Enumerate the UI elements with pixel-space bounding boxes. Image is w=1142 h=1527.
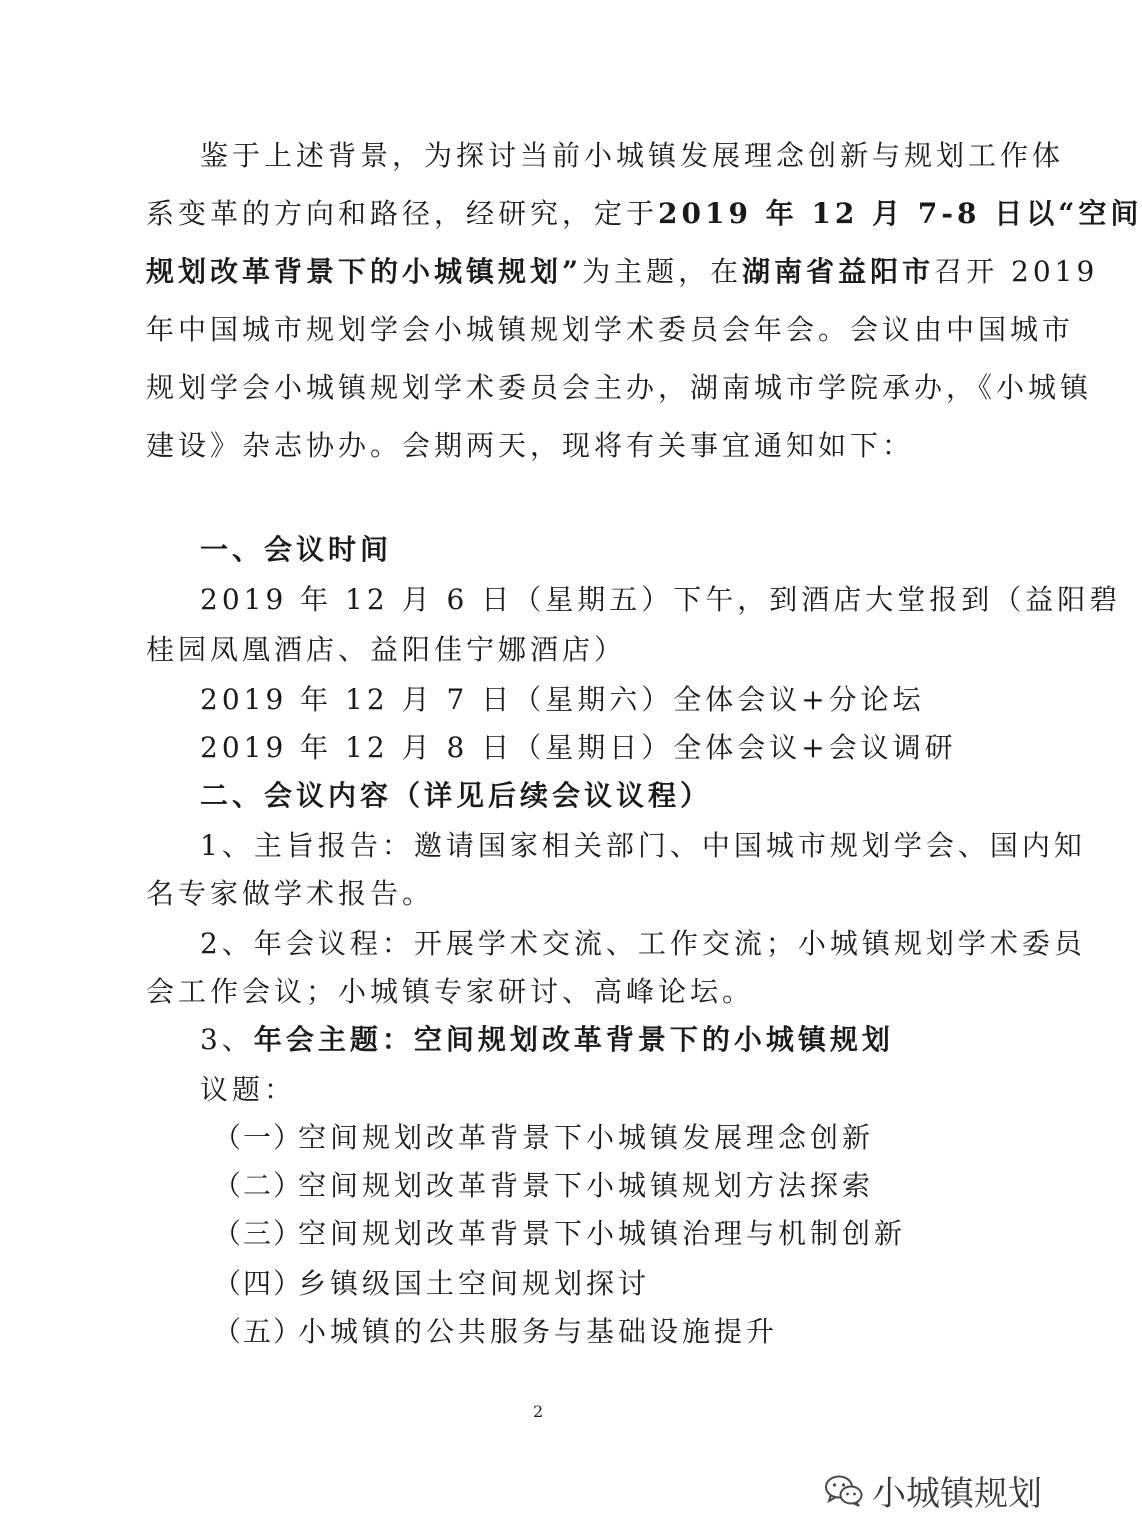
topics-label: 议题： — [200, 1073, 297, 1106]
theme-line: 3、年会主题：空间规划改革背景下的小城镇规划 — [200, 1023, 894, 1056]
schedule-line: 2019 年 12 月 7 日（星期六）全体会议+分论坛 — [200, 683, 925, 716]
section-heading: 一、会议时间 — [200, 533, 393, 566]
content-line: 名专家做学术报告。 — [146, 877, 435, 910]
watermark — [824, 1466, 1042, 1515]
topic-text: 空间规划改革背景下小城镇发展理念创新 — [298, 1121, 875, 1154]
paragraph-line: 规划改革背景下的小城镇规划”为主题，在湖南省益阳市召开 2019 — [146, 255, 1099, 288]
content-line: 1、主旨报告：邀请国家相关部门、中国城市规划学会、国内知 — [200, 829, 1086, 862]
paragraph-line: 规划学会小城镇规划学术委员会主办，湖南城市学院承办，《小城镇 — [146, 371, 1093, 404]
paragraph-line: 系变革的方向和路径，经研究，定于2019 年 12 月 7-8 日以“空间 — [146, 197, 1142, 230]
topic-number: （三） — [213, 1217, 304, 1250]
page-number: 2 — [533, 1402, 544, 1421]
paragraph-line: 年中国城市规划学会小城镇规划学术委员会年会。会议由中国城市 — [146, 313, 1075, 346]
paragraph-line: 鉴于上述背景，为探讨当前小城镇发展理念创新与规划工作体 — [200, 139, 1065, 172]
paragraph-line: 建设》杂志协办。会期两天，现将有关事宜通知如下： — [146, 429, 915, 462]
topic-number: （五） — [213, 1315, 304, 1348]
topic-number: （四） — [213, 1267, 304, 1300]
topic-text: 小城镇的公共服务与基础设施提升 — [298, 1315, 779, 1348]
content-line: 会工作会议；小城镇专家研讨、高峰论坛。 — [146, 975, 755, 1008]
section-heading: 二、会议内容（详见后续会议议程） — [200, 779, 713, 812]
content-line: 2、年会议程：开展学术交流、工作交流；小城镇规划学术委员 — [200, 927, 1086, 960]
topic-number: （一） — [213, 1121, 304, 1154]
schedule-line: 2019 年 12 月 6 日（星期五）下午，到酒店大堂报到（益阳碧 — [200, 583, 1122, 616]
schedule-line: 2019 年 12 月 8 日（星期日）全体会议+会议调研 — [200, 731, 957, 764]
topic-text: 乡镇级国土空间规划探讨 — [298, 1267, 651, 1300]
watermark-text: 小城镇规划 — [872, 1474, 1042, 1514]
schedule-line: 桂园凤凰酒店、益阳佳宁娜酒店） — [146, 633, 627, 666]
topic-text: 空间规划改革背景下小城镇治理与机制创新 — [298, 1217, 907, 1250]
topic-text: 空间规划改革背景下小城镇规划方法探索 — [298, 1169, 875, 1202]
topic-number: （二） — [213, 1169, 304, 1202]
wechat-icon — [824, 1474, 864, 1508]
